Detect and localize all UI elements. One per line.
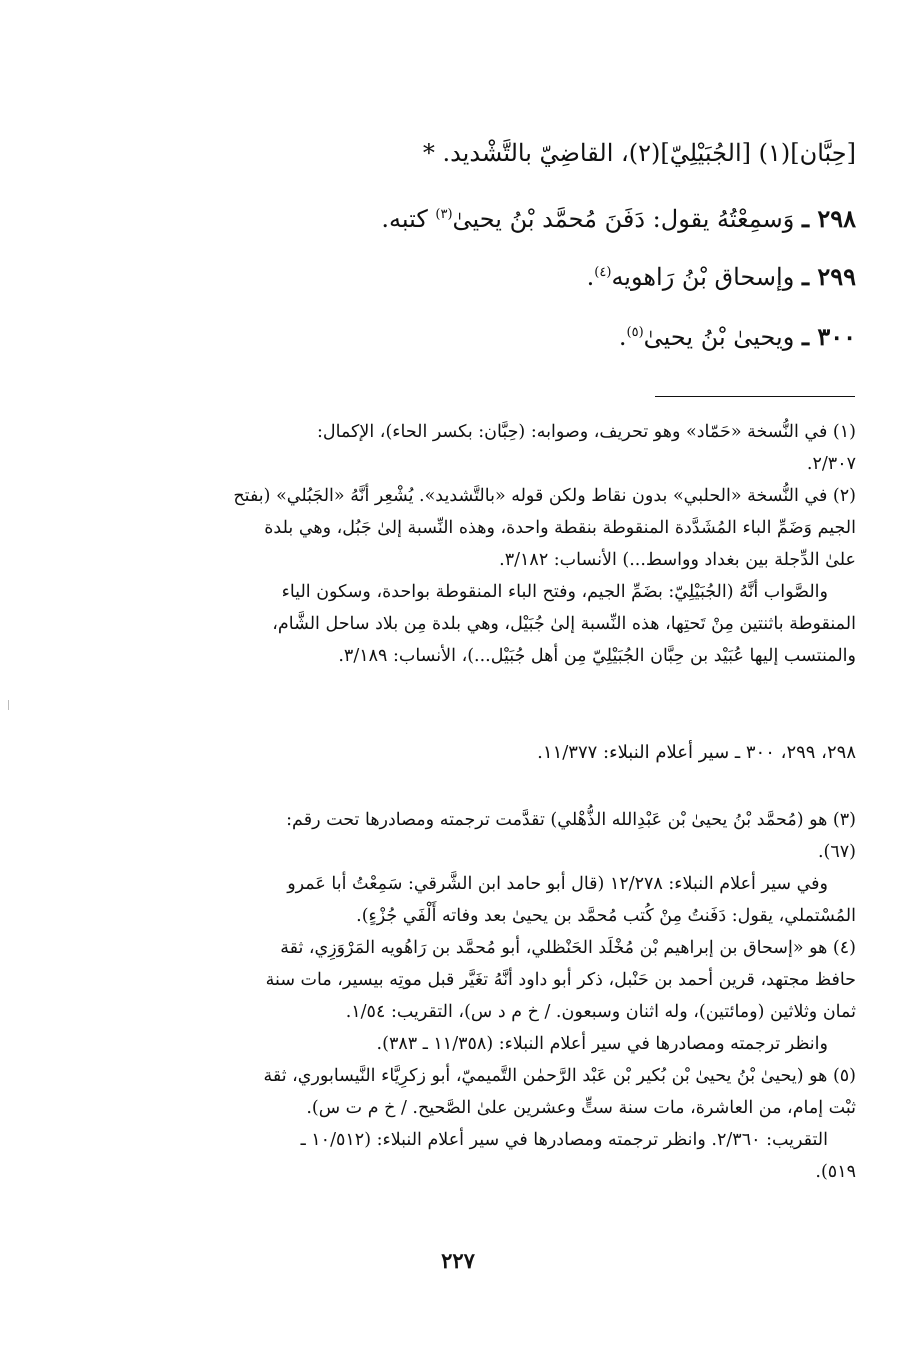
heading-line: [حِبَّان](١) [الجُبَيْلِيّ](٢)، القاضِيّ بالتَّشْديد. *: [422, 139, 856, 167]
footnote-line: وانظر ترجمته ومصادرها في سير أعلام النبلاء: (١١/٣٥٨ ـ ٣٨٣).: [376, 1034, 828, 1054]
footnote-line: (٣) هو (مُحمَّد بْنُ يحيىٰ بْن عَبْدِالله الذُّهْلي) تقدَّمت ترجمته ومصادرها تحت رقم:: [286, 810, 856, 830]
footnote-ref[interactable]: (٥): [626, 325, 644, 340]
footnote-divider: [655, 396, 855, 397]
entry-299: [76, 258, 856, 292]
entry-text: ويحيىٰ بْنُ يحيىٰ: [643, 323, 795, 351]
footnote-line: علىٰ الدِّجلة بين بغداد وواسط...) الأنساب: ٣/١٨٢.: [499, 550, 856, 570]
footnote-line: (١) في النُّسخة «حَمّاد» وهو تحريف، وصوابه: (حِبَّان: بكسر الحاء)، الإكمال:: [317, 422, 856, 442]
entry-298: [76, 200, 856, 234]
footnote-ref[interactable]: (٣): [435, 207, 453, 222]
footnote-line: وفي سير أعلام النبلاء: ١٢/٢٧٨ (قال أبو حامد ابن الشَّرقي: سَمِعْتُ أبا عَمرو: [287, 874, 828, 894]
footnote-line: ٢/٣٠٧.: [806, 454, 856, 474]
footnote-line: ثبْت إمام، من العاشرة، مات سنة ستٍّ وعشرين علىٰ الصَّحيح. / خ م ت س).: [306, 1098, 856, 1118]
entry-text: وَسمِعْتُهُ يقول: دَفَنَ مُحمَّد بْنُ يحيىٰ: [452, 205, 795, 233]
entry-tail: .: [618, 323, 627, 351]
sources-line: ٢٩٨، ٢٩٩، ٣٠٠ ـ سير أعلام النبلاء: ١١/٣٧٧.: [537, 742, 856, 763]
footnote-line: ٥١٩).: [815, 1162, 856, 1182]
footnote-ref[interactable]: (٤): [594, 265, 612, 280]
page-number: ٢٢٧: [441, 1248, 475, 1273]
footnote-line: التقريب: ٢/٣٦٠. وانظر ترجمته ومصادرها في سير أعلام النبلاء: (١٠/٥١٢ ـ: [300, 1130, 828, 1150]
footnote-line: المنقوطة باثنتين مِنْ تَحتِها، هذه النِّسبة إلىٰ جُبَيْل، وهي بلدة مِن بلاد ساحل الشَّام،: [272, 614, 856, 634]
footnote-line: (٥) هو (يحيىٰ بْنُ يحيىٰ بْن بُكير بْن عَبْد الرَّحمٰن التَّميميّ، أبو زكرِيَّاء النَّيسابوري، ثقة: [263, 1066, 856, 1086]
footnote-line: والمنتسب إليها عُبَيْد بن حِبَّان الجُبَيْلِيّ مِن أهل جُبَيْل...)، الأنساب: ٣/١٨٩.: [338, 646, 856, 666]
footnote-line: حافظ مجتهد، قرين أحمد بن حَنْبل، ذكر أبو داود أنَّهُ تغَيَّر قبل موتِه بيسير، مات سنة: [265, 970, 856, 990]
margin-mark: [8, 700, 9, 710]
footnote-line: (٤) هو «إسحاق بن إبراهيم بْن مُخْلَد الحَنْظلي، أبو مُحمَّد بن رَاهُويه المَرْوَزِي، ثقة: [280, 938, 856, 958]
entry-tail: .: [586, 263, 595, 291]
entry-text: وإسحاق بْنُ رَاهويه: [611, 263, 795, 291]
footnote-line: والصَّواب أنَّهُ (الجُبَيْلِيّ: بضَمِّ الجيم، وفتح الباء المنقوطة بواحدة، وسكون الياء: [281, 582, 828, 602]
entry-number: ٣٠٠ ـ: [801, 322, 856, 351]
entry-number: ٢٩٩ ـ: [801, 262, 856, 291]
footnote-line: (٢) في النُّسخة «الحلبي» بدون نقاط ولكن قوله «بالتَّشديد». يُشْعِر أنَّهُ «الجَبُلي» (بفتح: [233, 486, 856, 506]
footnotes-bottom: [66, 804, 856, 1188]
entry-tail: كتبه.: [381, 205, 436, 233]
footnote-line: الجيم وَضَمِّ الباء المُشَدَّدة المنقوطة بنقطة واحدة، وهذه النِّسبة إلىٰ جَبُل، وهي بلدة: [264, 518, 856, 538]
footnotes-top: [66, 416, 856, 672]
entry-300: [76, 318, 856, 352]
footnote-line: (٦٧).: [817, 842, 856, 862]
footnote-line: المُسْتملي، يقول: دَفَنتُ مِنْ كُتب مُحمَّد بن يحيىٰ بعد وفاته أَلْفَي جُزْءٍ).: [356, 906, 856, 926]
entry-number: ٢٩٨ ـ: [801, 204, 856, 233]
footnote-line: ثمان وثلاثين (ومائتين)، وله اثنان وسبعون. / خ م د س)، التقريب: ١/٥٤.: [345, 1002, 856, 1022]
